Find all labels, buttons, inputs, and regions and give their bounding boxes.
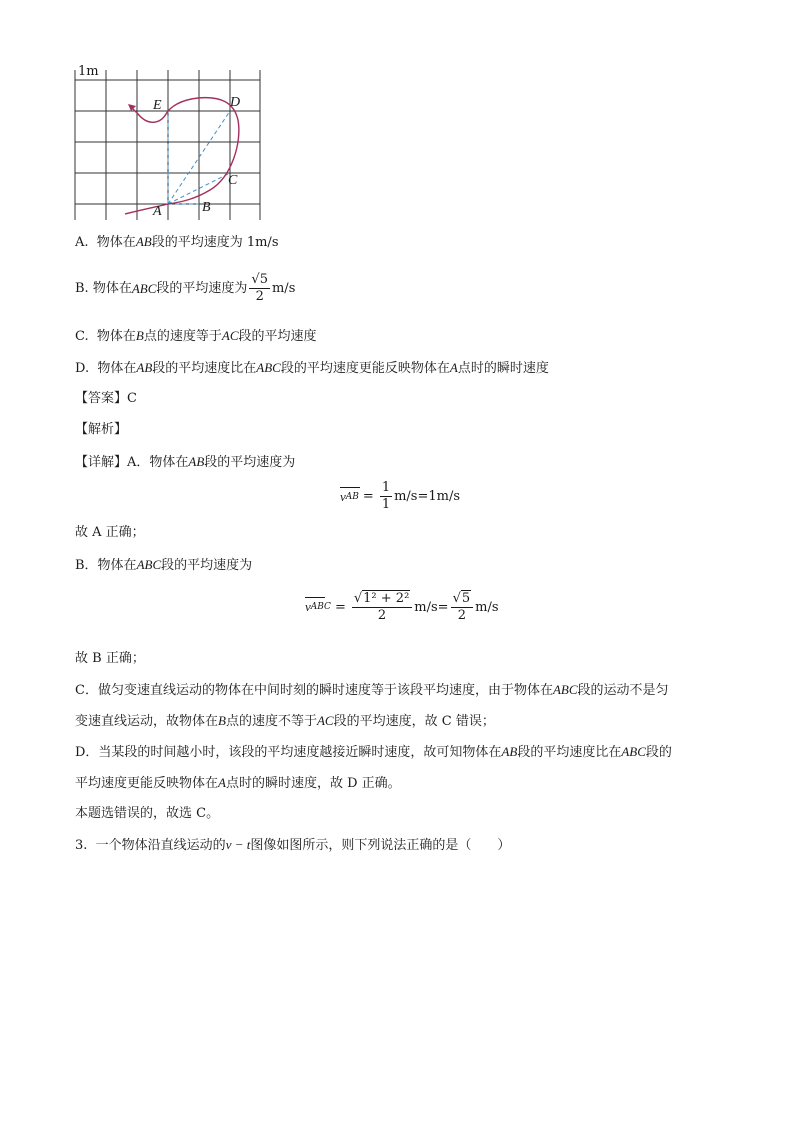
detail-c-line2: 变速直线运动，故物体在B点的速度不等于AC段的平均速度，故 C 错误； [75,713,495,729]
question-3: 3. 一个物体沿直线运动的v − t图像如图所示，则下列说法正确的是（ ） [75,837,511,853]
option-b: B. 物体在 ABC 段的平均速度为 $\frac{√5}{2}$ m/s [75,272,296,304]
answer-line: 【答案】C [75,391,137,406]
analysis-label: 【解析】 [75,422,128,437]
grid-diagram [70,62,270,222]
option-c: C. 物体在B点的速度等于AC段的平均速度 [75,328,317,344]
point-label-c: C [228,173,238,188]
equation-abc: v ABC = $\frac{\text{√1² + 2²}}{2}$ m/s= $\frac{√5}{2}$ m/s [305,591,499,623]
motion-figure [70,62,270,222]
detail-d-line1: D．当某段的时间越小时，该段的平均速度越接近瞬时速度，故可知物体在AB段的平均速度比在ABC段的 [75,744,672,760]
point-label-a: A [153,204,162,219]
detail-a-conclusion: 故 A 正确； [75,525,145,540]
point-label-b: B [202,200,211,215]
detail-c-line1: C．做匀变速直线运动的物体在中间时刻的瞬时速度等于该段平均速度，由于物体在ABC段的运动不是匀 [75,682,669,698]
detail-b-intro: B．物体在ABC段的平均速度为 [75,557,253,573]
equation-ab: v AB = $\frac{1}{1}$ m/s=1m/s [340,480,461,512]
scale-label: 1m [78,64,99,79]
option-a: A. 物体在AB段的平均速度为 1m/s [75,234,279,250]
summary-line: 本题选错误的，故选 C。 [75,806,220,821]
point-label-e: E [153,98,162,113]
point-label-d: D [230,95,241,110]
detail-d-line2: 平均速度更能反映物体在A点时的瞬时速度，故 D 正确。 [75,775,401,791]
detail-a-intro: 【详解】A．物体在AB段的平均速度为 [75,454,296,470]
fraction-sqrt5-over-2: $\frac{√5}{2}$ [251,272,268,304]
detail-b-conclusion: 故 B 正确； [75,651,145,666]
option-d: D. 物体在AB段的平均速度比在ABC段的平均速度更能反映物体在A点时的瞬时速度 [75,360,549,376]
